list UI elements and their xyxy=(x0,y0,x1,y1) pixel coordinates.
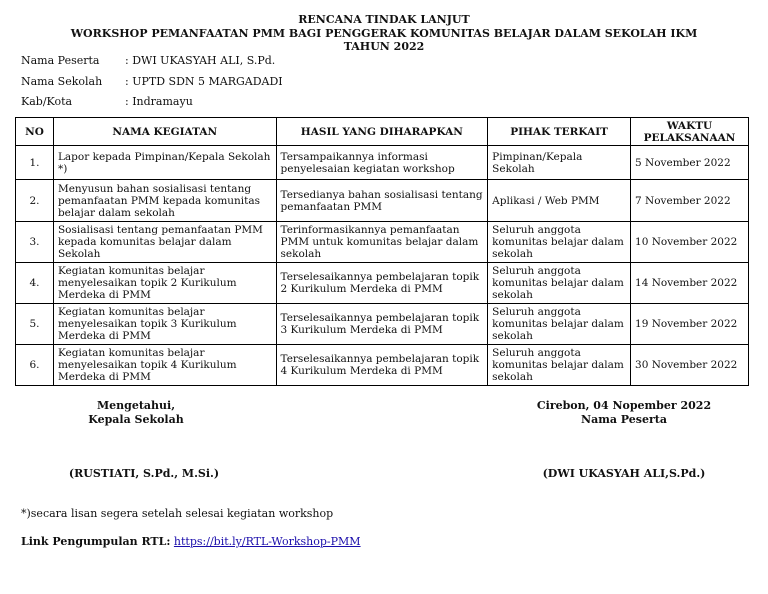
cell-pihak: Pimpinan/Kepala Sekolah xyxy=(488,146,631,180)
cell-kegiatan: Kegiatan komunitas belajar menyelesaikan topik 3 Kurikulum Merdeka di PMM xyxy=(53,304,276,345)
signature-left xyxy=(56,399,216,427)
signature-right-role: Nama Peserta xyxy=(581,413,667,426)
table-row xyxy=(16,180,749,222)
table-row xyxy=(16,146,749,180)
cell-no: 3. xyxy=(16,222,54,263)
meta-label: Kab/Kota xyxy=(21,95,73,108)
rtl-link[interactable]: https://bit.ly/RTL-Workshop-PMM xyxy=(173,535,361,548)
cell-kegiatan: Kegiatan komunitas belajar menyelesaikan topik 4 Kurikulum Merdeka di PMM xyxy=(53,345,276,386)
cell-pihak: Seluruh anggota komunitas belajar dalam sekolah xyxy=(488,263,631,304)
cell-hasil: Tersampaikannya informasi penyelesaian kegiatan workshop xyxy=(276,146,488,180)
cell-hasil: Tersedianya bahan sosialisasi tentang pemanfaatan PMM xyxy=(276,180,488,222)
cell-hasil: Terinformasikannya pemanfaatan PMM untuk komunitas belajar dalam sekolah xyxy=(276,222,488,263)
cell-waktu: 30 November 2022 xyxy=(631,345,749,386)
header-waktu: WAKTU PELAKSANAAN xyxy=(631,118,749,146)
table-row xyxy=(16,304,749,345)
signature-left-role: Kepala Sekolah xyxy=(88,413,184,426)
footnote: *)secara lisan segera setelah selesai kegiatan workshop xyxy=(21,507,334,520)
header-no: NO xyxy=(16,118,54,146)
link-row xyxy=(21,535,361,548)
link-label: Link Pengumpulan RTL: xyxy=(21,535,171,548)
table-header-row xyxy=(16,118,749,146)
meta-nama-peserta xyxy=(21,54,275,68)
signature-right-name: (DWI UKASYAH ALI,S.Pd.) xyxy=(542,467,706,480)
cell-no: 1. xyxy=(16,146,54,180)
meta-label: Nama Peserta xyxy=(21,54,100,67)
cell-kegiatan: Menyusun bahan sosialisasi tentang pemanfaatan PMM kepada komunitas belajar dalam sekolah xyxy=(53,180,276,222)
cell-kegiatan: Lapor kepada Pimpinan/Kepala Sekolah *) xyxy=(53,146,276,180)
table-row xyxy=(16,345,749,386)
cell-hasil: Terselesaikannya pembelajaran topik 2 Kurikulum Merdeka di PMM xyxy=(276,263,488,304)
cell-pihak: Seluruh anggota komunitas belajar dalam sekolah xyxy=(488,304,631,345)
signature-right xyxy=(526,399,722,427)
meta-value: : Indramayu xyxy=(125,95,193,108)
cell-waktu: 5 November 2022 xyxy=(631,146,749,180)
meta-label: Nama Sekolah xyxy=(21,75,103,88)
table-row xyxy=(16,263,749,304)
cell-no: 2. xyxy=(16,180,54,222)
header-hasil: HASIL YANG DIHARAPKAN xyxy=(276,118,488,146)
cell-kegiatan: Kegiatan komunitas belajar menyelesaikan topik 2 Kurikulum Merdeka di PMM xyxy=(53,263,276,304)
cell-waktu: 7 November 2022 xyxy=(631,180,749,222)
cell-hasil: Terselesaikannya pembelajaran topik 4 Kurikulum Merdeka di PMM xyxy=(276,345,488,386)
cell-no: 4. xyxy=(16,263,54,304)
cell-waktu: 10 November 2022 xyxy=(631,222,749,263)
table-row xyxy=(16,222,749,263)
rtl-table xyxy=(15,117,749,386)
cell-waktu: 19 November 2022 xyxy=(631,304,749,345)
meta-value: : UPTD SDN 5 MARGADADI xyxy=(125,75,283,88)
document-subtitle: WORKSHOP PEMANFAATAN PMM BAGI PENGGERAK KOMUNITAS BELAJAR DALAM SEKOLAH IKM xyxy=(70,27,698,40)
document-title: RENCANA TINDAK LANJUT xyxy=(298,13,470,26)
document-year: TAHUN 2022 xyxy=(343,40,425,53)
meta-value: : DWI UKASYAH ALI, S.Pd. xyxy=(125,54,276,67)
cell-pihak: Seluruh anggota komunitas belajar dalam sekolah xyxy=(488,345,631,386)
cell-pihak: Seluruh anggota komunitas belajar dalam sekolah xyxy=(488,222,631,263)
cell-no: 5. xyxy=(16,304,54,345)
meta-kab-kota xyxy=(21,95,193,109)
signature-left-name: (RUSTIATI, S.Pd., M.Si.) xyxy=(68,467,220,480)
cell-no: 6. xyxy=(16,345,54,386)
cell-pihak: Aplikasi / Web PMM xyxy=(488,180,631,222)
header-pihak: PIHAK TERKAIT xyxy=(488,118,631,146)
header-nama-kegiatan: NAMA KEGIATAN xyxy=(53,118,276,146)
signature-left-greeting: Mengetahui, xyxy=(96,399,176,412)
signature-right-place-date: Cirebon, 04 Nopember 2022 xyxy=(536,399,712,412)
meta-nama-sekolah xyxy=(21,75,283,89)
cell-waktu: 14 November 2022 xyxy=(631,263,749,304)
cell-kegiatan: Sosialisasi tentang pemanfaatan PMM kepada komunitas belajar dalam Sekolah xyxy=(53,222,276,263)
cell-hasil: Terselesaikannya pembelajaran topik 3 Kurikulum Merdeka di PMM xyxy=(276,304,488,345)
